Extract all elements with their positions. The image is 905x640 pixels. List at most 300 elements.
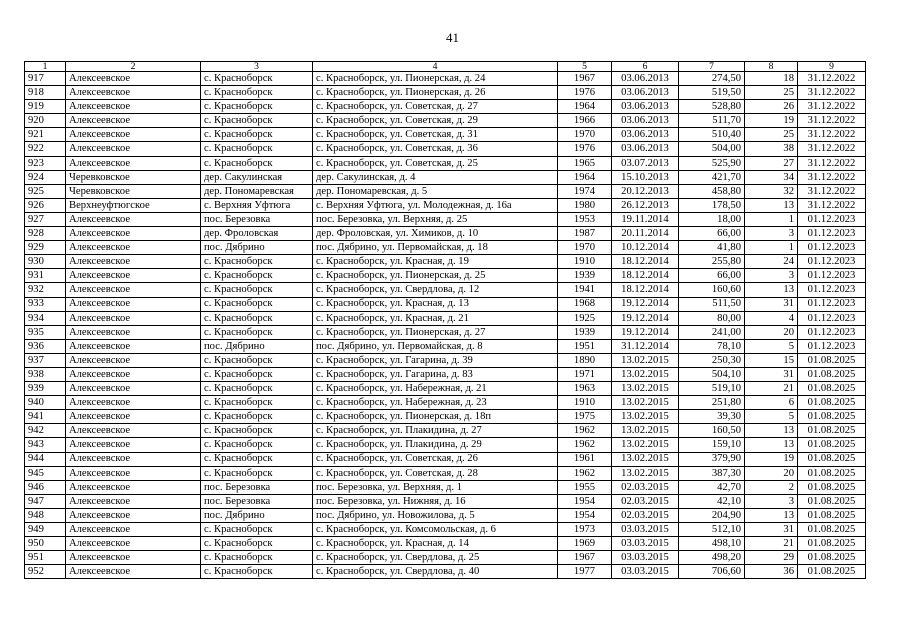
cell-year-built: 1966 <box>558 114 612 128</box>
cell-area: 42,70 <box>679 480 745 494</box>
cell-address: пос. Дябрино, ул. Новожилова, д. 5 <box>313 508 558 522</box>
cell-settlement: дер. Фроловская <box>201 227 313 241</box>
cell-area: 387,30 <box>679 466 745 480</box>
cell-settlement: пос. Березовка <box>201 494 313 508</box>
cell-settlement: с. Красноборск <box>201 466 313 480</box>
cell-area: 160,60 <box>679 283 745 297</box>
cell-inclusion-date: 13.02.2015 <box>612 396 679 410</box>
cell-residents-count: 15 <box>745 353 798 367</box>
table-row <box>25 367 866 381</box>
cell-inclusion-date: 19.11.2014 <box>612 212 679 226</box>
cell-year-built: 1968 <box>558 297 612 311</box>
cell-address: с. Красноборск, ул. Советская, д. 28 <box>313 466 558 480</box>
cell-settlement: с. Красноборск <box>201 438 313 452</box>
cell-municipality: Алексеевское <box>66 212 201 226</box>
cell-residents-count: 13 <box>745 283 798 297</box>
cell-deadline: 01.12.2023 <box>798 212 866 226</box>
cell-inclusion-date: 18.12.2014 <box>612 283 679 297</box>
cell-area: 504,10 <box>679 367 745 381</box>
cell-residents-count: 24 <box>745 255 798 269</box>
cell-residents-count: 5 <box>745 410 798 424</box>
cell-inclusion-date: 18.12.2014 <box>612 269 679 283</box>
cell-inclusion-date: 13.02.2015 <box>612 438 679 452</box>
cell-area: 204,90 <box>679 508 745 522</box>
cell-deadline: 01.08.2025 <box>798 523 866 537</box>
cell-deadline: 31.12.2022 <box>798 100 866 114</box>
table-row <box>25 537 866 551</box>
cell-residents-count: 13 <box>745 508 798 522</box>
cell-municipality: Алексеевское <box>66 396 201 410</box>
table-row <box>25 283 866 297</box>
cell-deadline: 01.12.2023 <box>798 339 866 353</box>
cell-year-built: 1967 <box>558 72 612 86</box>
cell-inclusion-date: 18.12.2014 <box>612 255 679 269</box>
cell-address: пос. Березовка, ул. Верхняя, д. 25 <box>313 212 558 226</box>
cell-inclusion-date: 03.03.2015 <box>612 537 679 551</box>
cell-record-number: 920 <box>25 114 66 128</box>
cell-record-number: 952 <box>25 565 66 579</box>
cell-inclusion-date: 19.12.2014 <box>612 297 679 311</box>
cell-year-built: 1939 <box>558 325 612 339</box>
cell-municipality: Алексеевское <box>66 142 201 156</box>
cell-municipality: Алексеевское <box>66 339 201 353</box>
table-row <box>25 523 866 537</box>
cell-area: 66,00 <box>679 269 745 283</box>
cell-residents-count: 5 <box>745 339 798 353</box>
cell-year-built: 1939 <box>558 269 612 283</box>
cell-address: с. Красноборск, ул. Советская, д. 25 <box>313 156 558 170</box>
cell-year-built: 1970 <box>558 241 612 255</box>
cell-area: 251,80 <box>679 396 745 410</box>
cell-deadline: 01.08.2025 <box>798 565 866 579</box>
column-header-9: 9 <box>798 62 866 72</box>
cell-municipality: Алексеевское <box>66 353 201 367</box>
cell-settlement: с. Красноборск <box>201 72 313 86</box>
cell-inclusion-date: 03.07.2013 <box>612 156 679 170</box>
cell-residents-count: 20 <box>745 466 798 480</box>
cell-settlement: с. Красноборск <box>201 269 313 283</box>
cell-settlement: с. Красноборск <box>201 325 313 339</box>
cell-settlement: с. Верхняя Уфтюга <box>201 198 313 212</box>
cell-area: 178,50 <box>679 198 745 212</box>
cell-record-number: 950 <box>25 537 66 551</box>
cell-inclusion-date: 15.10.2013 <box>612 170 679 184</box>
cell-area: 498,20 <box>679 551 745 565</box>
cell-record-number: 927 <box>25 212 66 226</box>
cell-inclusion-date: 19.12.2014 <box>612 325 679 339</box>
cell-address: с. Красноборск, ул. Комсомольская, д. 6 <box>313 523 558 537</box>
cell-inclusion-date: 20.11.2014 <box>612 227 679 241</box>
cell-address: с. Красноборск, ул. Свердлова, д. 40 <box>313 565 558 579</box>
cell-area: 66,00 <box>679 227 745 241</box>
cell-address: пос. Березовка, ул. Нижняя, д. 16 <box>313 494 558 508</box>
cell-inclusion-date: 02.03.2015 <box>612 480 679 494</box>
cell-deadline: 01.08.2025 <box>798 452 866 466</box>
cell-deadline: 31.12.2022 <box>798 114 866 128</box>
cell-residents-count: 31 <box>745 523 798 537</box>
cell-address: с. Красноборск, ул. Гагарина, д. 39 <box>313 353 558 367</box>
cell-settlement: дер. Сакулинская <box>201 170 313 184</box>
cell-address: с. Красноборск, ул. Советская, д. 36 <box>313 142 558 156</box>
cell-settlement: пос. Березовка <box>201 480 313 494</box>
cell-inclusion-date: 03.06.2013 <box>612 86 679 100</box>
cell-record-number: 945 <box>25 466 66 480</box>
cell-address: с. Красноборск, ул. Свердлова, д. 25 <box>313 551 558 565</box>
cell-deadline: 01.08.2025 <box>798 551 866 565</box>
cell-record-number: 930 <box>25 255 66 269</box>
cell-municipality: Алексеевское <box>66 523 201 537</box>
cell-inclusion-date: 03.03.2015 <box>612 523 679 537</box>
cell-municipality: Алексеевское <box>66 452 201 466</box>
cell-inclusion-date: 20.12.2013 <box>612 184 679 198</box>
cell-year-built: 1954 <box>558 494 612 508</box>
cell-record-number: 935 <box>25 325 66 339</box>
cell-area: 159,10 <box>679 438 745 452</box>
cell-municipality: Алексеевское <box>66 508 201 522</box>
cell-address: с. Красноборск, ул. Гагарина, д. 83 <box>313 367 558 381</box>
cell-deadline: 01.08.2025 <box>798 480 866 494</box>
cell-area: 706,60 <box>679 565 745 579</box>
cell-record-number: 943 <box>25 438 66 452</box>
cell-year-built: 1890 <box>558 353 612 367</box>
cell-residents-count: 6 <box>745 396 798 410</box>
table-row <box>25 170 866 184</box>
cell-deadline: 01.08.2025 <box>798 508 866 522</box>
cell-municipality: Алексеевское <box>66 551 201 565</box>
cell-inclusion-date: 13.02.2015 <box>612 466 679 480</box>
cell-deadline: 01.08.2025 <box>798 367 866 381</box>
cell-residents-count: 18 <box>745 72 798 86</box>
cell-address: дер. Фроловская, ул. Химиков, д. 10 <box>313 227 558 241</box>
cell-area: 42,10 <box>679 494 745 508</box>
cell-municipality: Алексеевское <box>66 438 201 452</box>
cell-settlement: с. Красноборск <box>201 353 313 367</box>
table-row <box>25 494 866 508</box>
cell-inclusion-date: 02.03.2015 <box>612 508 679 522</box>
cell-year-built: 1974 <box>558 184 612 198</box>
cell-year-built: 1962 <box>558 424 612 438</box>
cell-municipality: Алексеевское <box>66 269 201 283</box>
header-row <box>25 62 866 72</box>
cell-municipality: Алексеевское <box>66 382 201 396</box>
cell-inclusion-date: 03.06.2013 <box>612 114 679 128</box>
cell-record-number: 936 <box>25 339 66 353</box>
cell-address: с. Красноборск, ул. Красная, д. 13 <box>313 297 558 311</box>
column-header-5: 5 <box>558 62 612 72</box>
cell-deadline: 01.08.2025 <box>798 466 866 480</box>
cell-year-built: 1963 <box>558 382 612 396</box>
cell-municipality: Алексеевское <box>66 367 201 381</box>
cell-record-number: 918 <box>25 86 66 100</box>
cell-address: дер. Пономаревская, д. 5 <box>313 184 558 198</box>
cell-area: 458,80 <box>679 184 745 198</box>
cell-address: с. Красноборск, ул. Плакидина, д. 29 <box>313 438 558 452</box>
cell-year-built: 1961 <box>558 452 612 466</box>
cell-settlement: с. Красноборск <box>201 537 313 551</box>
cell-residents-count: 3 <box>745 269 798 283</box>
cell-municipality: Алексеевское <box>66 227 201 241</box>
cell-inclusion-date: 26.12.2013 <box>612 198 679 212</box>
cell-municipality: Верхнеуфтюгское <box>66 198 201 212</box>
cell-residents-count: 38 <box>745 142 798 156</box>
cell-address: пос. Березовка, ул. Верхняя, д. 1 <box>313 480 558 494</box>
cell-year-built: 1955 <box>558 480 612 494</box>
cell-municipality: Алексеевское <box>66 114 201 128</box>
cell-residents-count: 13 <box>745 424 798 438</box>
cell-settlement: с. Красноборск <box>201 100 313 114</box>
table-row <box>25 353 866 367</box>
cell-inclusion-date: 13.02.2015 <box>612 452 679 466</box>
cell-municipality: Алексеевское <box>66 325 201 339</box>
cell-address: с. Красноборск, ул. Красная, д. 19 <box>313 255 558 269</box>
cell-address: с. Красноборск, ул. Набережная, д. 23 <box>313 396 558 410</box>
cell-settlement: с. Красноборск <box>201 410 313 424</box>
housing-registry-table <box>24 61 866 579</box>
cell-area: 160,50 <box>679 424 745 438</box>
cell-address: с. Красноборск, ул. Плакидина, д. 27 <box>313 424 558 438</box>
cell-area: 525,90 <box>679 156 745 170</box>
cell-year-built: 1962 <box>558 466 612 480</box>
cell-inclusion-date: 02.03.2015 <box>612 494 679 508</box>
cell-residents-count: 25 <box>745 86 798 100</box>
cell-inclusion-date: 13.02.2015 <box>612 424 679 438</box>
cell-year-built: 1941 <box>558 283 612 297</box>
cell-address: пос. Дябрино, ул. Первомайская, д. 8 <box>313 339 558 353</box>
cell-municipality: Алексеевское <box>66 86 201 100</box>
cell-residents-count: 3 <box>745 494 798 508</box>
column-header-7: 7 <box>679 62 745 72</box>
table-row <box>25 311 866 325</box>
cell-residents-count: 1 <box>745 241 798 255</box>
column-header-3: 3 <box>201 62 313 72</box>
cell-year-built: 1973 <box>558 523 612 537</box>
cell-record-number: 917 <box>25 72 66 86</box>
table-row <box>25 184 866 198</box>
cell-area: 80,00 <box>679 311 745 325</box>
cell-municipality: Алексеевское <box>66 424 201 438</box>
cell-residents-count: 3 <box>745 227 798 241</box>
cell-year-built: 1951 <box>558 339 612 353</box>
cell-year-built: 1964 <box>558 100 612 114</box>
cell-address: с. Красноборск, ул. Советская, д. 31 <box>313 128 558 142</box>
cell-area: 39,30 <box>679 410 745 424</box>
cell-year-built: 1964 <box>558 170 612 184</box>
cell-municipality: Алексеевское <box>66 410 201 424</box>
cell-deadline: 01.12.2023 <box>798 325 866 339</box>
cell-municipality: Алексеевское <box>66 311 201 325</box>
cell-deadline: 01.12.2023 <box>798 283 866 297</box>
cell-deadline: 01.08.2025 <box>798 438 866 452</box>
cell-deadline: 31.12.2022 <box>798 128 866 142</box>
table-row <box>25 424 866 438</box>
cell-record-number: 924 <box>25 170 66 184</box>
column-header-6: 6 <box>612 62 679 72</box>
cell-area: 41,80 <box>679 241 745 255</box>
cell-area: 255,80 <box>679 255 745 269</box>
cell-record-number: 926 <box>25 198 66 212</box>
cell-settlement: с. Красноборск <box>201 424 313 438</box>
cell-settlement: с. Красноборск <box>201 297 313 311</box>
cell-settlement: пос. Березовка <box>201 212 313 226</box>
cell-settlement: с. Красноборск <box>201 255 313 269</box>
cell-residents-count: 26 <box>745 100 798 114</box>
cell-record-number: 932 <box>25 283 66 297</box>
cell-municipality: Алексеевское <box>66 494 201 508</box>
cell-record-number: 922 <box>25 142 66 156</box>
cell-residents-count: 31 <box>745 297 798 311</box>
cell-municipality: Алексеевское <box>66 72 201 86</box>
cell-address: с. Верхняя Уфтюга, ул. Молодежная, д. 16а <box>313 198 558 212</box>
cell-deadline: 01.12.2023 <box>798 297 866 311</box>
page-number: 41 <box>446 30 459 45</box>
cell-residents-count: 31 <box>745 367 798 381</box>
cell-address: с. Красноборск, ул. Пионерская, д. 26 <box>313 86 558 100</box>
cell-residents-count: 1 <box>745 212 798 226</box>
cell-deadline: 31.12.2022 <box>798 72 866 86</box>
cell-area: 18,00 <box>679 212 745 226</box>
cell-record-number: 939 <box>25 382 66 396</box>
cell-residents-count: 4 <box>745 311 798 325</box>
table-row <box>25 410 866 424</box>
cell-municipality: Алексеевское <box>66 466 201 480</box>
column-header-8: 8 <box>745 62 798 72</box>
cell-year-built: 1965 <box>558 156 612 170</box>
cell-year-built: 1971 <box>558 367 612 381</box>
cell-municipality: Алексеевское <box>66 537 201 551</box>
cell-inclusion-date: 31.12.2014 <box>612 339 679 353</box>
cell-deadline: 01.08.2025 <box>798 424 866 438</box>
cell-deadline: 01.08.2025 <box>798 494 866 508</box>
cell-deadline: 01.08.2025 <box>798 353 866 367</box>
table-row <box>25 551 866 565</box>
cell-record-number: 919 <box>25 100 66 114</box>
cell-settlement: с. Красноборск <box>201 396 313 410</box>
cell-deadline: 01.12.2023 <box>798 255 866 269</box>
cell-residents-count: 13 <box>745 438 798 452</box>
cell-area: 498,10 <box>679 537 745 551</box>
cell-deadline: 01.08.2025 <box>798 382 866 396</box>
column-header-1: 1 <box>25 62 66 72</box>
table-row <box>25 269 866 283</box>
cell-record-number: 937 <box>25 353 66 367</box>
cell-year-built: 1976 <box>558 142 612 156</box>
cell-inclusion-date: 13.02.2015 <box>612 382 679 396</box>
cell-deadline: 01.12.2023 <box>798 311 866 325</box>
cell-settlement: с. Красноборск <box>201 367 313 381</box>
cell-address: с. Красноборск, ул. Пионерская, д. 25 <box>313 269 558 283</box>
cell-settlement: с. Красноборск <box>201 128 313 142</box>
cell-deadline: 31.12.2022 <box>798 86 866 100</box>
cell-inclusion-date: 13.02.2015 <box>612 353 679 367</box>
cell-address: с. Красноборск, ул. Пионерская, д. 24 <box>313 72 558 86</box>
column-header-2: 2 <box>66 62 201 72</box>
cell-municipality: Алексеевское <box>66 283 201 297</box>
cell-area: 241,00 <box>679 325 745 339</box>
table-header <box>25 62 866 72</box>
cell-settlement: с. Красноборск <box>201 452 313 466</box>
cell-residents-count: 21 <box>745 382 798 396</box>
cell-residents-count: 21 <box>745 537 798 551</box>
table-row <box>25 339 866 353</box>
cell-record-number: 929 <box>25 241 66 255</box>
cell-area: 274,50 <box>679 72 745 86</box>
cell-settlement: дер. Пономаревская <box>201 184 313 198</box>
cell-year-built: 1970 <box>558 128 612 142</box>
cell-address: с. Красноборск, ул. Советская, д. 26 <box>313 452 558 466</box>
cell-settlement: с. Красноборск <box>201 565 313 579</box>
cell-record-number: 948 <box>25 508 66 522</box>
table-row <box>25 396 866 410</box>
cell-year-built: 1976 <box>558 86 612 100</box>
cell-settlement: с. Красноборск <box>201 142 313 156</box>
table-row <box>25 438 866 452</box>
cell-year-built: 1969 <box>558 537 612 551</box>
cell-deadline: 01.12.2023 <box>798 227 866 241</box>
cell-address: с. Красноборск, ул. Свердлова, д. 12 <box>313 283 558 297</box>
cell-record-number: 931 <box>25 269 66 283</box>
cell-deadline: 01.08.2025 <box>798 537 866 551</box>
cell-area: 519,50 <box>679 86 745 100</box>
cell-record-number: 949 <box>25 523 66 537</box>
cell-address: с. Красноборск, ул. Красная, д. 21 <box>313 311 558 325</box>
cell-record-number: 934 <box>25 311 66 325</box>
cell-residents-count: 19 <box>745 452 798 466</box>
table-row <box>25 508 866 522</box>
cell-municipality: Алексеевское <box>66 128 201 142</box>
cell-year-built: 1977 <box>558 565 612 579</box>
cell-area: 379,90 <box>679 452 745 466</box>
table-row <box>25 565 866 579</box>
cell-settlement: с. Красноборск <box>201 382 313 396</box>
cell-settlement: пос. Дябрино <box>201 508 313 522</box>
cell-residents-count: 20 <box>745 325 798 339</box>
cell-settlement: с. Красноборск <box>201 86 313 100</box>
cell-year-built: 1954 <box>558 508 612 522</box>
cell-deadline: 31.12.2022 <box>798 156 866 170</box>
cell-year-built: 1967 <box>558 551 612 565</box>
cell-year-built: 1962 <box>558 438 612 452</box>
cell-residents-count: 19 <box>745 114 798 128</box>
cell-municipality: Черевковское <box>66 170 201 184</box>
cell-settlement: с. Красноборск <box>201 551 313 565</box>
cell-inclusion-date: 19.12.2014 <box>612 311 679 325</box>
cell-area: 250,30 <box>679 353 745 367</box>
cell-deadline: 31.12.2022 <box>798 170 866 184</box>
cell-municipality: Алексеевское <box>66 255 201 269</box>
cell-municipality: Черевковское <box>66 184 201 198</box>
cell-area: 512,10 <box>679 523 745 537</box>
cell-record-number: 951 <box>25 551 66 565</box>
cell-settlement: с. Красноборск <box>201 283 313 297</box>
cell-deadline: 31.12.2022 <box>798 184 866 198</box>
table-row <box>25 255 866 269</box>
cell-settlement: с. Красноборск <box>201 156 313 170</box>
cell-record-number: 946 <box>25 480 66 494</box>
cell-area: 519,10 <box>679 382 745 396</box>
table-row <box>25 86 866 100</box>
cell-residents-count: 29 <box>745 551 798 565</box>
table-row <box>25 128 866 142</box>
cell-residents-count: 13 <box>745 198 798 212</box>
cell-address: пос. Дябрино, ул. Первомайская, д. 18 <box>313 241 558 255</box>
cell-address: с. Красноборск, ул. Советская, д. 27 <box>313 100 558 114</box>
table-row <box>25 297 866 311</box>
cell-year-built: 1975 <box>558 410 612 424</box>
table-row <box>25 325 866 339</box>
cell-record-number: 938 <box>25 367 66 381</box>
cell-municipality: Алексеевское <box>66 100 201 114</box>
table-row <box>25 480 866 494</box>
